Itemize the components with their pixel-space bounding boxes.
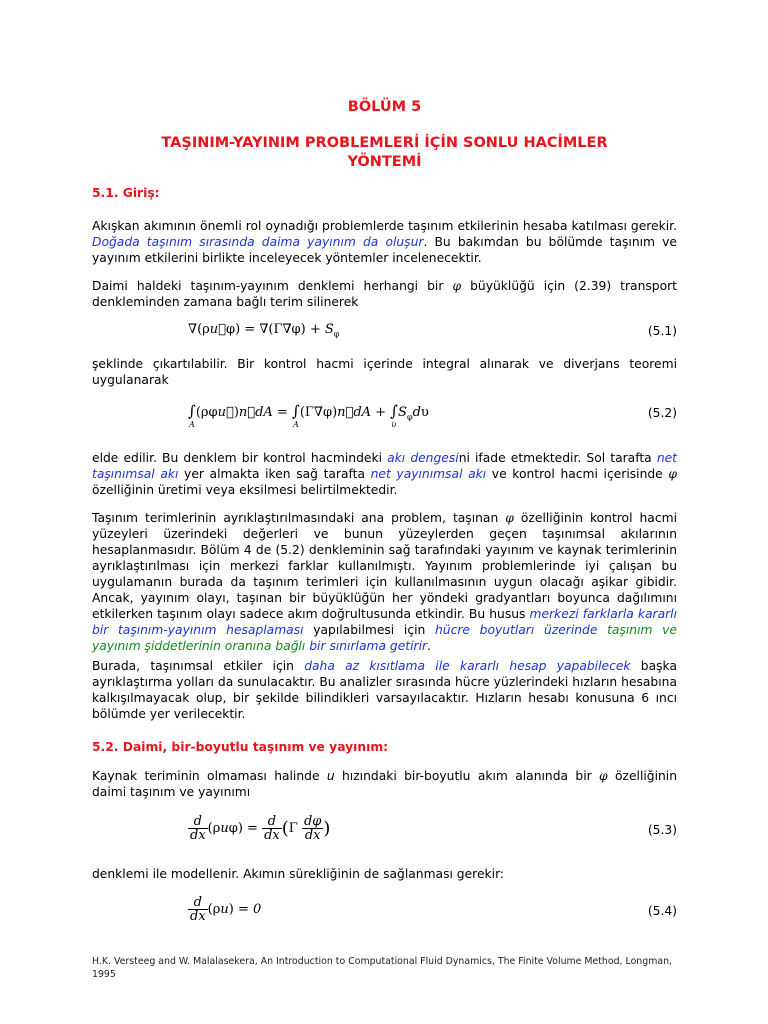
equation-number-5-1: (5.1) [647, 324, 677, 338]
paragraph-intro: Akışkan akımının önemli rol oynadığı problemlerde taşınım etkilerinin hesaba katılması gerekir. Doğada taşınım sırasında daima yayınım da oluşur. Bu bakımdan bu bölümde taşınım ve yayınım etkilerini birlikte inceleyecek yöntemler incelenecektir. [92, 219, 677, 265]
section-heading-5-1: 5.1. Giriş: [92, 186, 160, 200]
equation-number-5-4: (5.4) [647, 904, 677, 918]
equation-5-1: ∇(ρu⃗φ) = $\nabla(\Gamma\nabla\varphi) + S_\varphi$ [188, 322, 340, 339]
chapter-heading: BÖLÜM 5 [347, 99, 422, 115]
paragraph-discretization: Taşınım terimlerinin ayrıklaştırılmasındaki ana problem, taşınan φ özelliğinin kontrol hacmi yüzeyleri üzerindeki değerleri ve bunun yüzeylerden geçen taşınımsal akılarının hesaplanmasıdır. Bölüm 4 de (5.2) denkleminin sağ tarafındaki yayınım ve kaynak terimlerinin ayrıklaştırılması için merkezi farklar kullanılmıştı. Yayınım problemlerinde iyi çalışan bu uygulamanın burada da taşınım terimleri için kullanılmasının uygun olacağı aşikar gibidir. Ancak, yayınım olayı, taşınan bir büyüklüğün her yöndeki gradyantları boyunca dağılımını etkilerken taşınım olayı sadece akım doğrultusunda etkindir. Bu husus merkezi farklarla kararlı bir taşınım-yayınım hesaplaması yapılabilmesi için hücre boyutları üzerinde taşınım ve yayınım şiddetlerinin oranına bağlı bir sınırlama getirir. [92, 511, 677, 653]
emphasis-text: Doğada taşınım sırasında daima yayınım da oluşur [92, 235, 424, 249]
section-heading-5-2: 5.2. Daimi, bir-boyutlu taşınım ve yayınım: [92, 740, 389, 754]
paragraph-integral: şeklinde çıkartılabilir. Bir kontrol hacmi içerinde integral alınarak ve diverjans teoremi uygulanarak [92, 357, 677, 387]
paragraph-alternatives: Burada, taşınımsal etkiler için daha az kısıtlama ile kararlı hesap yapabilecek başka ayrıklaştırma yolları da sunulacaktır. Bu analizler sırasında hücre yüzlerindeki hızların hesabına kalkışılmayacak olup, bir şekilde bilindikleri varsayılacaktır. Hızların hesabı konusuna 6 ıncı bölümde yer verilecektir. [92, 659, 677, 721]
paragraph-1d-model: Kaynak teriminin olmaması halinde u hızındaki bir-boyutlu akım alanında bir φ özelliğinin daimi taşınım ve yayınımı [92, 769, 678, 799]
paragraph-continuity: denklemi ile modellenir. Akımın sürekliğinin de sağlanması gerekir: [92, 867, 505, 881]
footer-reference: H.K. Versteeg and W. Malalasekera, An Introduction to Computational Fluid Dynamics, The Finite Volume Method, Longman, 1995 [92, 956, 672, 980]
equation-number-5-2: (5.2) [647, 406, 677, 420]
equation-number-5-3: (5.3) [647, 823, 677, 837]
equation-5-2: ∫ A (ρφu⃗)n⃗dA = ∫ A (Γ∇φ)n⃗dA + ∫ υ $S_\varphi d\upsilon$ [188, 402, 429, 429]
equation-5-3: $\frac{d}{dx}$ (ρuφ) = $\frac{d}{dx}$ (Γ $\frac{d\varphi}{dx}$ ) [190, 814, 331, 843]
paragraph-transport: Daimi haldeki taşınım-yayınım denklemi herhangi bir φ büyüklüğü için (2.39) transport denkleminden zamana bağlı terim silinerek [92, 279, 677, 309]
paragraph-flux-balance: elde edilir. Bu denklem bir kontrol hacmindeki akı dengesini ifade etmektedir. Sol tarafta net taşınımsal akı yer almakta iken sağ tarafta net yayınımsal akı ve kontrol hacmi içerisinde φ özelliğinin üretimi veya eksilmesi belirtilmektedir. [92, 451, 677, 497]
equation-5-4: $\frac{d}{dx}$ (ρu) = 0 [190, 895, 262, 924]
chapter-title: TAŞINIM-YAYINIM PROBLEMLERİ İÇİN SONLU HACİMLER YÖNTEMİ [161, 135, 608, 170]
